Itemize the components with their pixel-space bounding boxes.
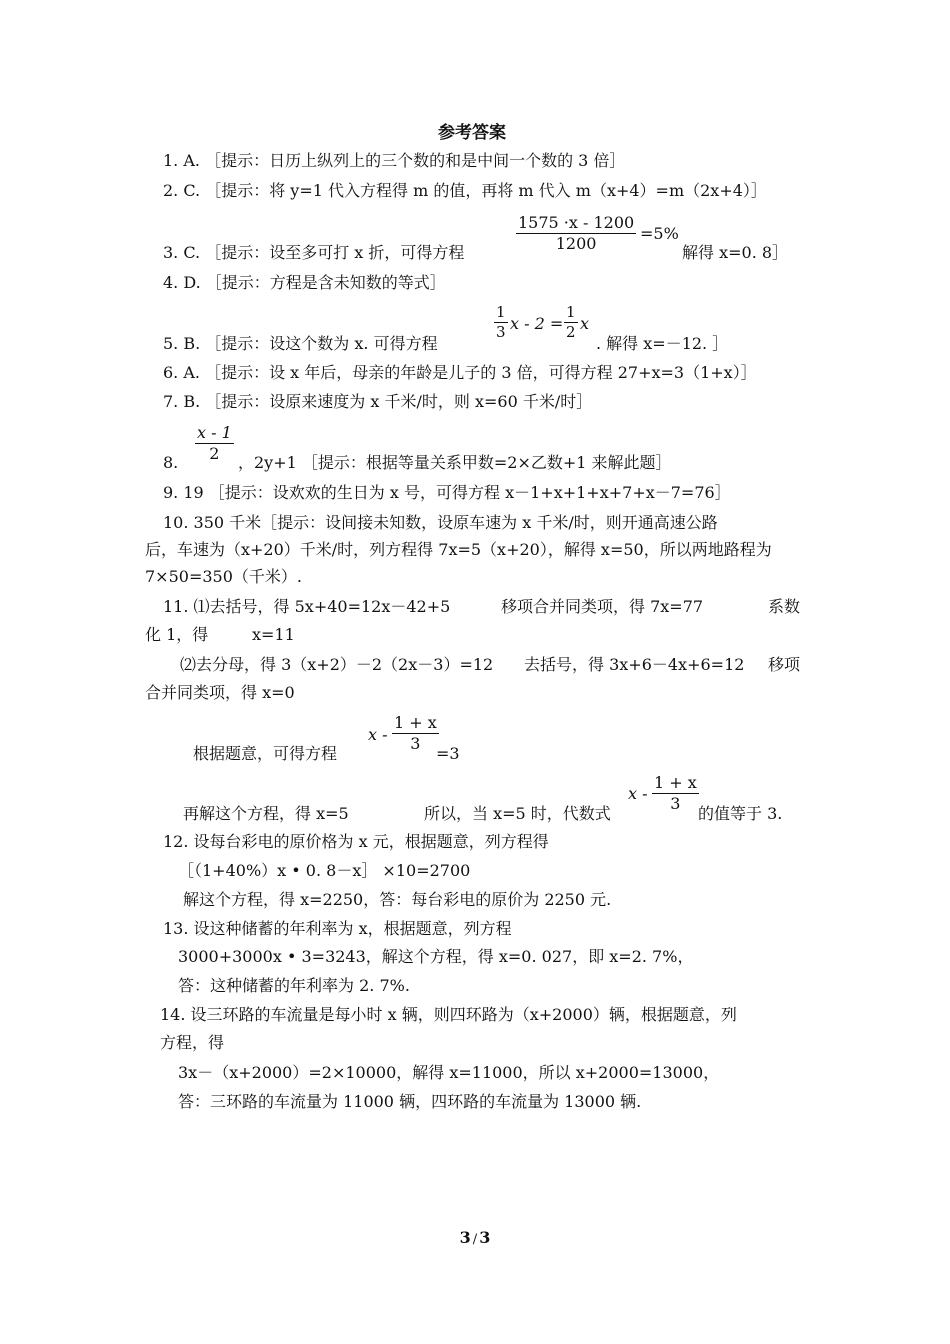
answer-8-fraction: [195, 423, 234, 464]
fraction-denominator: 3: [410, 734, 421, 753]
answer-11-step-2: 移项合并同类项，得 7x=77: [501, 597, 704, 616]
answer-1: 1. A. ［提示：日历上纵列上的三个数的和是中间一个数的 3 倍］: [163, 151, 626, 170]
answer-8-number: 8.: [163, 453, 179, 472]
answer-8-text: ，2y+1 ［提示：根据等量关系甲数=2×乙数+1 来解此题］: [238, 453, 672, 472]
answer-12-line-2: ［（1+40%）x • 0. 8－x］ ×10=2700: [178, 861, 471, 880]
answer-14-line-4: 答：三环路的车流量为 11000 辆，四环路的车流量为 13000 辆.: [178, 1092, 642, 1111]
answer-3-text: 3. C. ［提示：设至多可打 x 折，可得方程: [163, 243, 465, 262]
answer-4: 4. D. ［提示：方程是含未知数的等式］: [163, 273, 446, 292]
answer-2: 2. C. ［提示：将 y=1 代入方程得 m 的值，再将 m 代入 m（x+4）=m（2x+4）］: [163, 181, 767, 200]
answer-9: 9. 19 ［提示：设欢欢的生日为 x 号，可得方程 x－1+x+1+x+7+x－7=76］: [163, 483, 731, 502]
page-separator: /: [472, 1232, 478, 1247]
fraction-numerator: 1: [566, 303, 576, 321]
answer-12-line-1: 12. 设每台彩电的原价格为 x 元，根据题意，列方程得: [163, 832, 549, 851]
fraction-numerator: 1: [496, 303, 506, 321]
answer-5-middle: x - 2 =: [510, 314, 564, 333]
answer-3-rhs: =5%: [640, 224, 679, 243]
answer-11-conclusion: 所以，当 x=5 时，代数式: [424, 804, 611, 823]
answer-5-fraction-1: [494, 303, 508, 342]
answer-11-step-1: 11. ⑴去括号，得 5x+40=12x－42+5: [163, 597, 451, 616]
answer-5-fraction-2: [564, 303, 578, 342]
page-number: [0, 1228, 950, 1247]
answer-3-fraction: [516, 213, 636, 254]
answer-11-part-2-step-3b: 合并同类项，得 x=0: [145, 683, 295, 702]
answer-11-step-3b: 化 1，得: [145, 625, 209, 644]
answer-13-line-3: 答：这种储蓄的年利率为 2. 7%.: [178, 976, 410, 995]
answer-11-part-2-step-2: 去括号，得 3x+6－4x+6=12: [524, 655, 745, 674]
answer-5-variable: x: [580, 314, 590, 333]
answer-11-equation-rhs: =3: [436, 744, 460, 763]
answer-6: 6. A. ［提示：设 x 年后，母亲的年龄是儿子的 3 倍，可得方程 27+x=3（1+x）］: [163, 363, 757, 382]
answer-11-solve: 再解这个方程，得 x=5: [183, 804, 349, 823]
answer-10-line-1: 10. 350 千米［提示：设间接未知数，设原车速为 x 千米/时，则开通高速公路: [163, 513, 718, 532]
answer-11-step-3a: 系数: [768, 597, 801, 616]
fraction-numerator: 1575 ·x - 1200: [518, 213, 635, 232]
fraction-denominator: 3: [670, 794, 681, 813]
answer-13-line-1: 13. 设这种储蓄的年利率为 x，根据题意，列方程: [163, 919, 512, 938]
fraction-numerator: 1 + x: [394, 713, 437, 732]
answer-11-fraction-2: [652, 773, 699, 814]
answer-12-line-3: 解这个方程，得 x=2250，答：每台彩电的原价为 2250 元.: [183, 890, 612, 909]
answer-11-part-2-step-1: ⑵去分母，得 3（x+2）－2（2x－3）=12: [180, 655, 494, 674]
fraction-denominator: 1200: [555, 234, 597, 253]
fraction-numerator: x - 1: [197, 423, 232, 442]
answer-10-line-3: 7×50=350（千米）.: [145, 567, 302, 586]
answer-14-line-1: 14. 设三环路的车流量是每小时 x 辆，则四环路为（x+2000）辆，根据题意，列: [160, 1005, 737, 1024]
fraction-numerator: 1 + x: [654, 773, 697, 792]
page-title: 参考答案: [438, 123, 506, 143]
answer-11-fraction-1: [392, 713, 439, 754]
answer-11-expression-1: x -: [368, 725, 388, 744]
answer-14-line-3: 3x－（x+2000）=2×10000，解得 x=11000，所以 x+2000=13000，: [178, 1063, 720, 1082]
answer-3-result: 解得 x=0. 8］: [682, 243, 789, 262]
answer-11-equation-text: 根据题意，可得方程: [193, 744, 338, 763]
fraction-denominator: 3: [496, 323, 506, 341]
answer-5-result: . 解得 x=－12. ］: [596, 334, 729, 353]
answer-10-line-2: 后，车速为（x+20）千米/时，列方程得 7x=5（x+20），解得 x=50，所以两地路程为: [145, 540, 772, 559]
answer-11-conclusion-end: 的值等于 3.: [698, 804, 783, 823]
fraction-denominator: 2: [209, 444, 220, 463]
answer-7: 7. B. ［提示：设原来速度为 x 千米/时，则 x=60 千米/时］: [163, 392, 593, 411]
page-total: 3: [479, 1228, 491, 1247]
answer-11-part-2-step-3a: 移项: [768, 655, 801, 674]
answer-13-line-2: 3000+3000x • 3=3243，解这个方程，得 x=0. 027，即 x=2. 7%，: [178, 947, 694, 966]
fraction-denominator: 2: [566, 323, 576, 341]
answer-5-text: 5. B. ［提示：设这个数为 x. 可得方程: [163, 334, 438, 353]
answer-14-line-2: 方程，得: [160, 1033, 225, 1052]
answer-11-result-1: x=11: [252, 625, 295, 644]
answer-11-expression-2: x -: [628, 784, 648, 803]
page-current: 3: [459, 1228, 471, 1247]
